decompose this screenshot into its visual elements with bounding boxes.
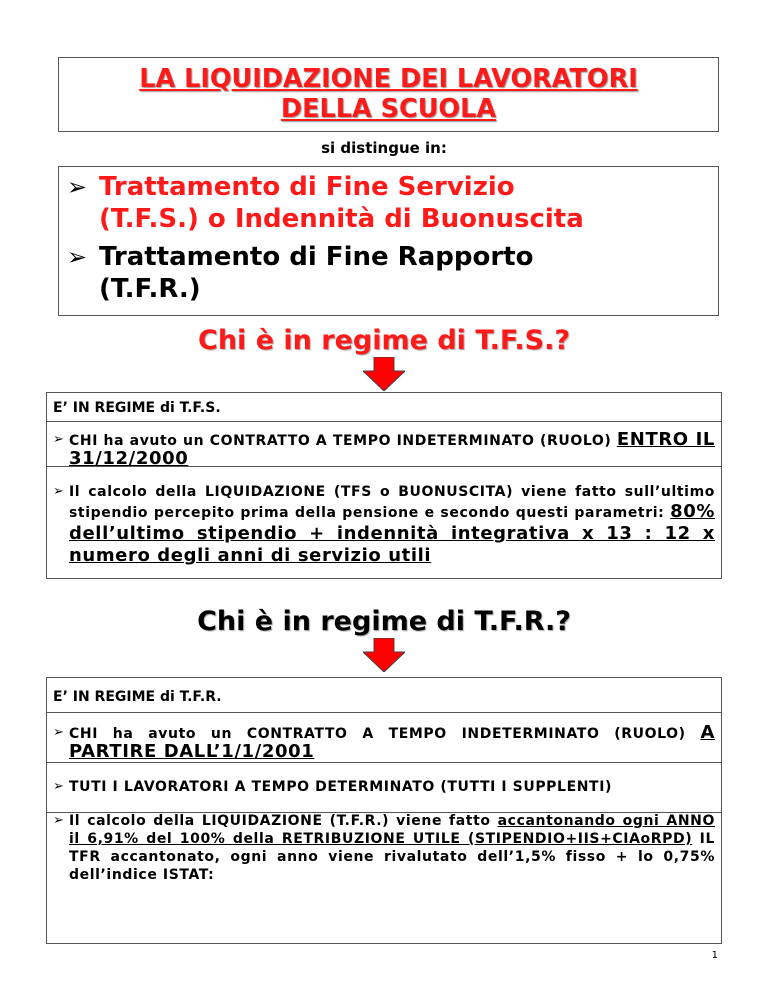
divider <box>47 421 721 422</box>
title-box <box>58 57 719 132</box>
arrowhead-bullet-icon: ➢ <box>53 484 65 499</box>
arrowhead-bullet-icon: ➢ <box>53 432 65 447</box>
tfs-item-2 <box>53 483 715 567</box>
question-tfs: Chi è in regime di T.F.S.? <box>198 325 570 356</box>
tfs-section <box>46 392 722 579</box>
tfs-item-1-date: ENTRO IL 31/12/2000 <box>69 429 715 469</box>
question-tfr: Chi è in regime di T.F.R.? <box>197 606 571 637</box>
option-tfs-line-2: (T.F.S.) o Indennità di Buonuscita <box>99 204 584 234</box>
tfr-item-3 <box>53 812 715 884</box>
tfr-item-1-text: CHI ha avuto un CONTRATTO A TEMPO INDETERMINATO (RUOLO) <box>69 726 686 742</box>
option-tfr <box>67 241 718 305</box>
tfr-item-1-date: A PARTIRE DALL’1/1/2001 <box>69 722 715 762</box>
tfr-item-2 <box>53 778 715 796</box>
title-line-2: DELLA SCUOLA <box>280 94 497 124</box>
page-title <box>59 64 718 124</box>
red-down-arrow-icon <box>363 638 405 672</box>
tfr-heading: E’ IN REGIME di T.F.R. <box>53 689 222 705</box>
tfr-item-3-text-b: IL TFR accantonato, ogni anno viene rivalutato dell’1,5% fisso + lo 0,75% dell’indice ISTAT: <box>69 831 715 883</box>
tfs-item-2-formula: 80% dell’ultimo stipendio + indennità integrativa x 13 : 12 x numero degli anni di servizio utili <box>69 501 715 566</box>
tfr-section <box>46 677 722 944</box>
title-line-1: LA LIQUIDAZIONE DEI LAVORATORI <box>139 64 638 94</box>
divider <box>47 762 721 763</box>
tfr-item-3-underlined: accantonando ogni ANNO il 6,91% del 100% della RETRIBUZIONE UTILE (STIPENDIO+IIS+CIAoRPD) <box>69 813 715 847</box>
arrowhead-bullet-icon: ➢ <box>53 813 65 828</box>
option-tfs-line-1: Trattamento di Fine Servizio <box>99 172 515 202</box>
option-tfr-line-1: Trattamento di Fine Rapporto <box>99 242 534 272</box>
tfs-item-1 <box>53 431 715 469</box>
options-box <box>58 166 719 316</box>
page-number: 1 <box>711 950 718 961</box>
tfr-item-1 <box>53 724 715 762</box>
divider <box>47 712 721 713</box>
option-tfr-line-2: (T.F.R.) <box>99 274 201 304</box>
arrowhead-bullet-icon: ➢ <box>67 173 88 201</box>
tfs-heading: E’ IN REGIME di T.F.S. <box>53 400 221 416</box>
red-down-arrow-icon <box>363 357 405 391</box>
arrowhead-bullet-icon: ➢ <box>67 243 88 271</box>
tfr-item-2-text: TUTI I LAVORATORI A TEMPO DETERMINATO (TUTTI I SUPPLENTI) <box>69 779 613 795</box>
tfs-item-1-text: CHI ha avuto un CONTRATTO A TEMPO INDETERMINATO (RUOLO) <box>69 433 612 449</box>
subtitle: si distingue in: <box>321 139 447 157</box>
arrowhead-bullet-icon: ➢ <box>53 725 65 740</box>
arrowhead-bullet-icon: ➢ <box>53 779 65 794</box>
divider <box>47 466 721 467</box>
tfs-item-2-text: Il calcolo della LIQUIDAZIONE (TFS o BUONUSCITA) viene fatto sull’ultimo stipendio percepito prima della pensione e secondo questi parametri: <box>69 484 715 521</box>
option-tfs <box>67 171 718 235</box>
tfr-item-3-text-a: Il calcolo della LIQUIDAZIONE (T.F.R.) viene fatto <box>69 813 491 829</box>
